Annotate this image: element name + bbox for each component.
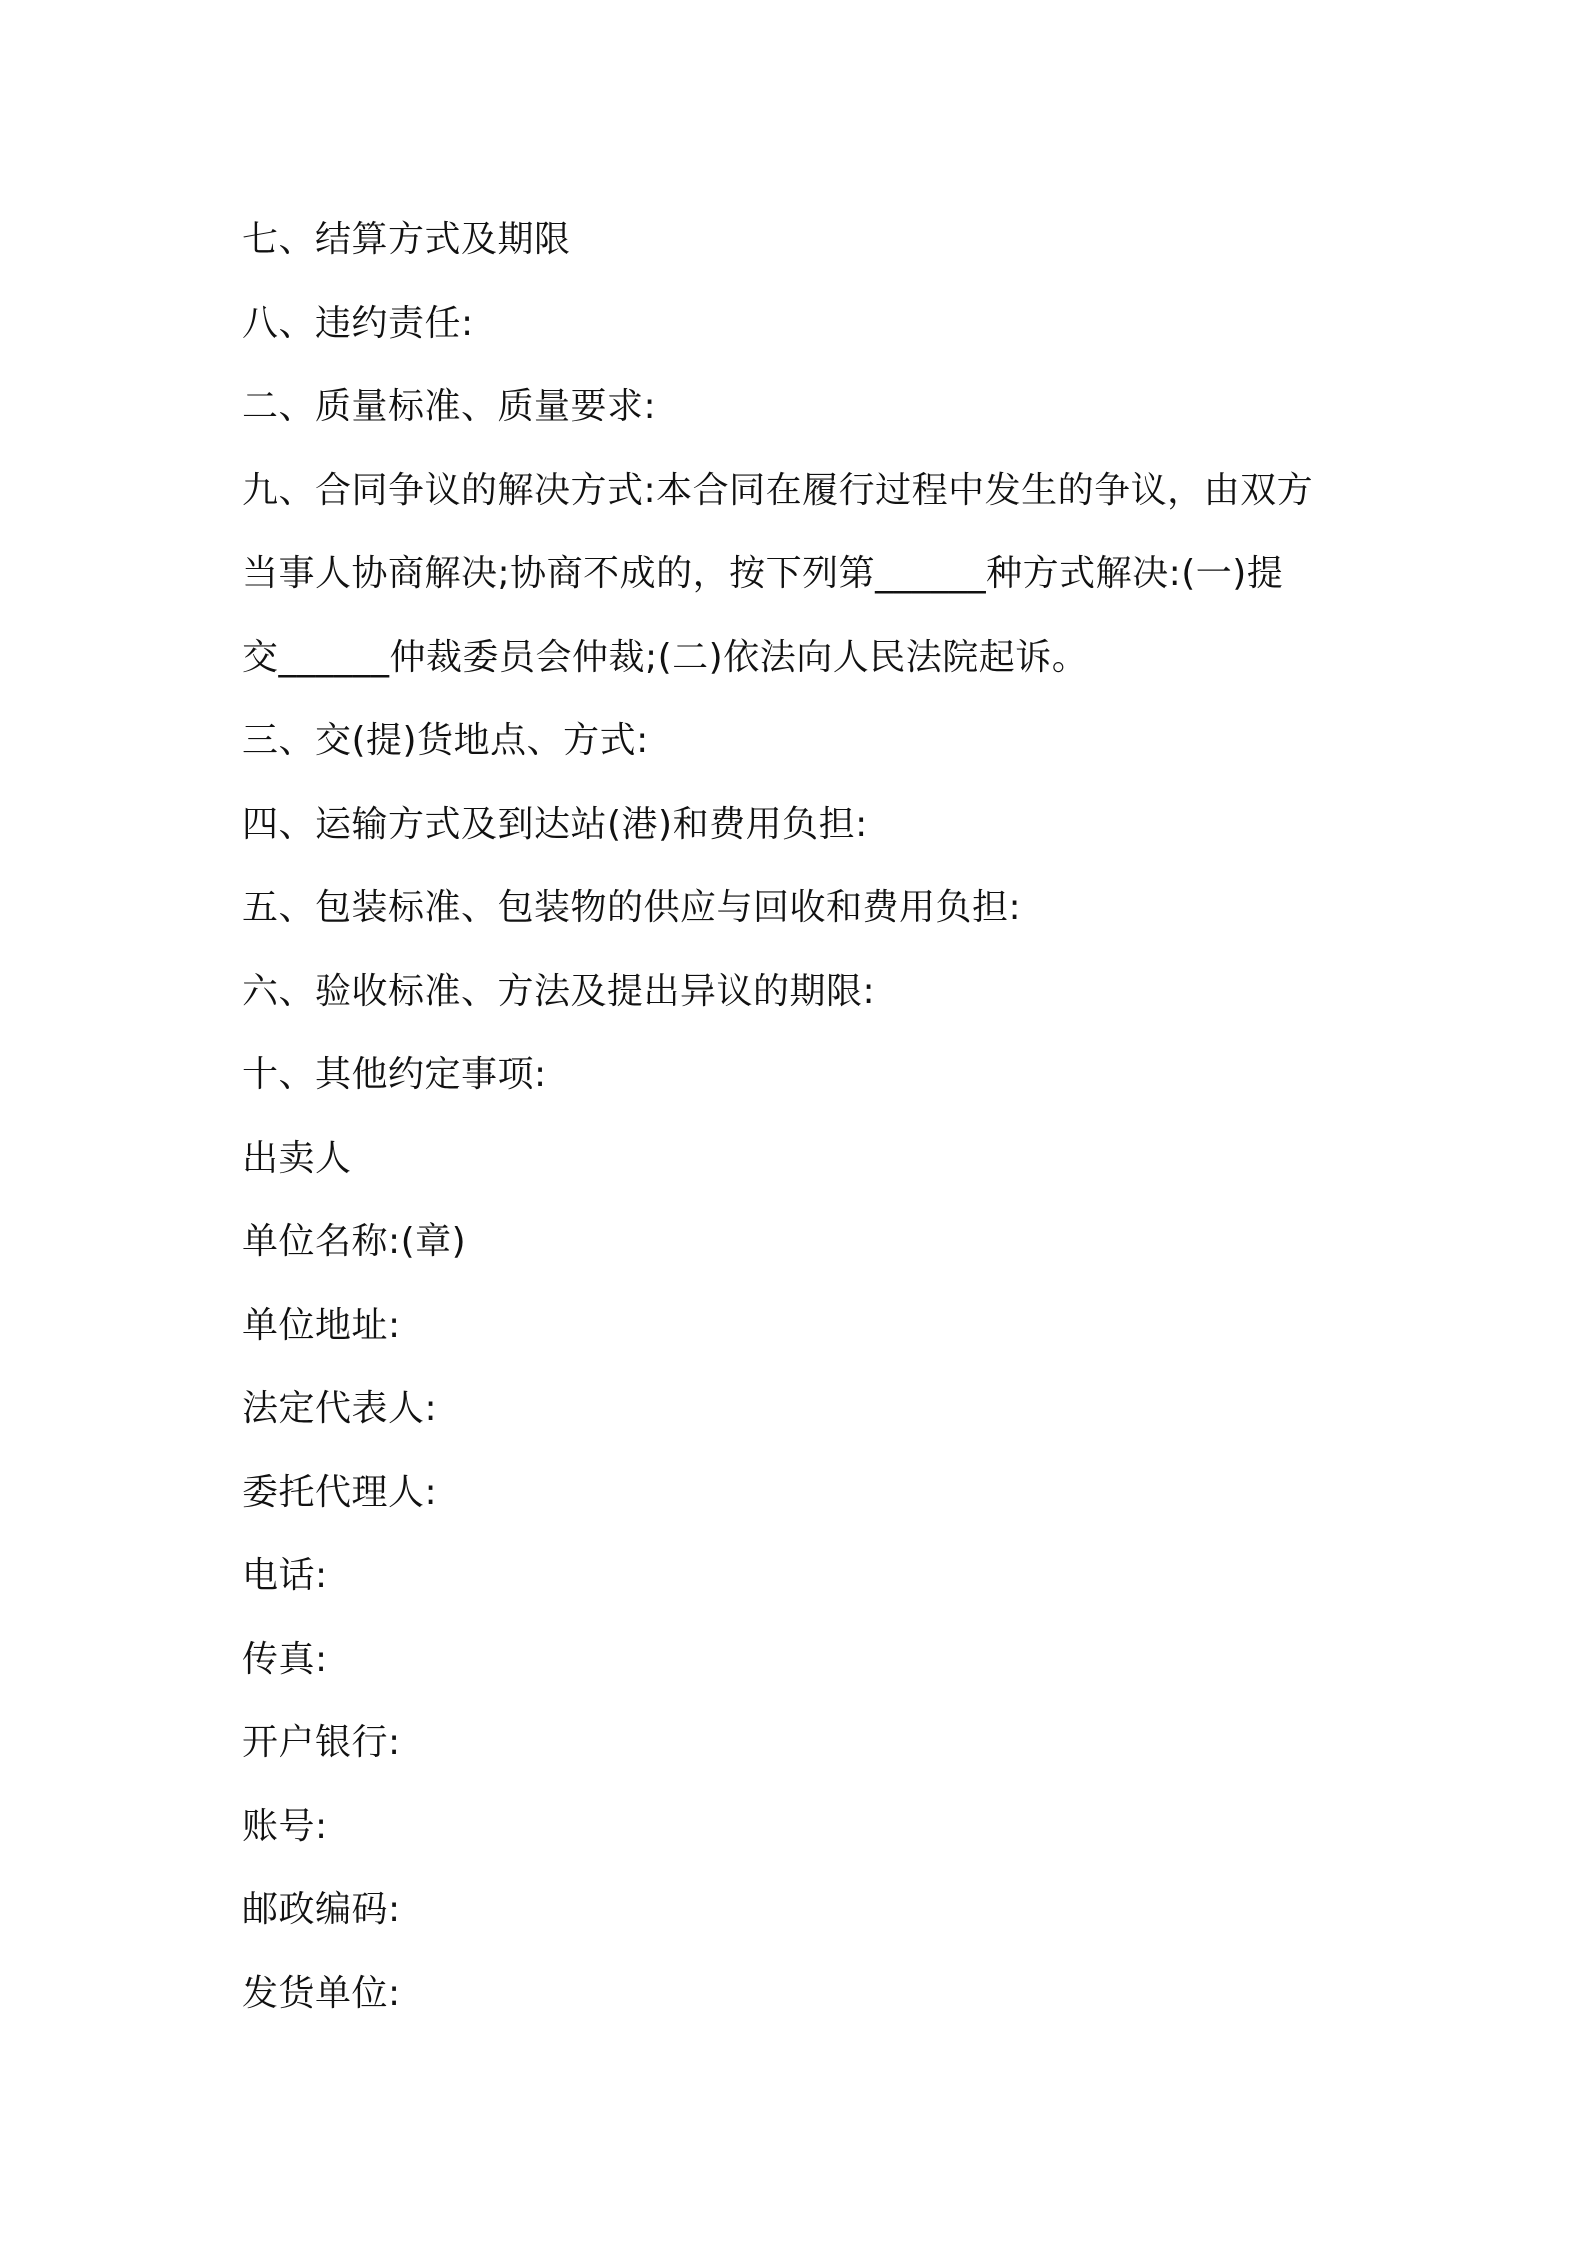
- clause-9-dispute-line-2: 当事人协商解决;协商不成的，按下列第______种方式解决:(一)提: [242, 553, 1284, 594]
- clause-9-dispute-line-3: 交______仲裁委员会仲裁;(二)依法向人民法院起诉。: [242, 636, 1089, 678]
- clause-10-other: 十、其他约定事项:: [242, 1054, 547, 1095]
- field-authorized-agent: 委托代理人:: [242, 1471, 438, 1513]
- clause-6-acceptance: 六、验收标准、方法及提出异议的期限:: [242, 970, 876, 1012]
- field-company-address: 单位地址:: [242, 1304, 401, 1346]
- field-phone: 电话:: [242, 1555, 328, 1596]
- clause-9-dispute-line-1: 九、合同争议的解决方式:本合同在履行过程中发生的争议，由双方: [242, 469, 1314, 511]
- seller-heading: 出卖人: [242, 1137, 352, 1179]
- field-shipping-unit: 发货单位:: [242, 1972, 401, 2014]
- field-postal-code: 邮政编码:: [242, 1889, 401, 1930]
- clause-2-quality: 二、质量标准、质量要求:: [242, 386, 657, 427]
- clause-8-liability: 八、违约责任:: [242, 302, 474, 344]
- clause-5-packaging: 五、包装标准、包装物的供应与回收和费用负担:: [242, 887, 1022, 928]
- field-fax: 传真:: [242, 1638, 328, 1680]
- field-company-name: 单位名称:(章): [242, 1221, 467, 1262]
- clause-4-transport: 四、运输方式及到达站(港)和费用负担:: [242, 803, 868, 845]
- field-legal-representative: 法定代表人:: [242, 1388, 438, 1429]
- clause-7-settlement: 七、结算方式及期限: [242, 219, 571, 260]
- contract-text-body: [242, 198, 1362, 2035]
- field-bank: 开户银行:: [242, 1722, 401, 1763]
- clause-3-delivery: 三、交(提)货地点、方式:: [242, 720, 649, 761]
- field-account: 账号:: [242, 1805, 328, 1847]
